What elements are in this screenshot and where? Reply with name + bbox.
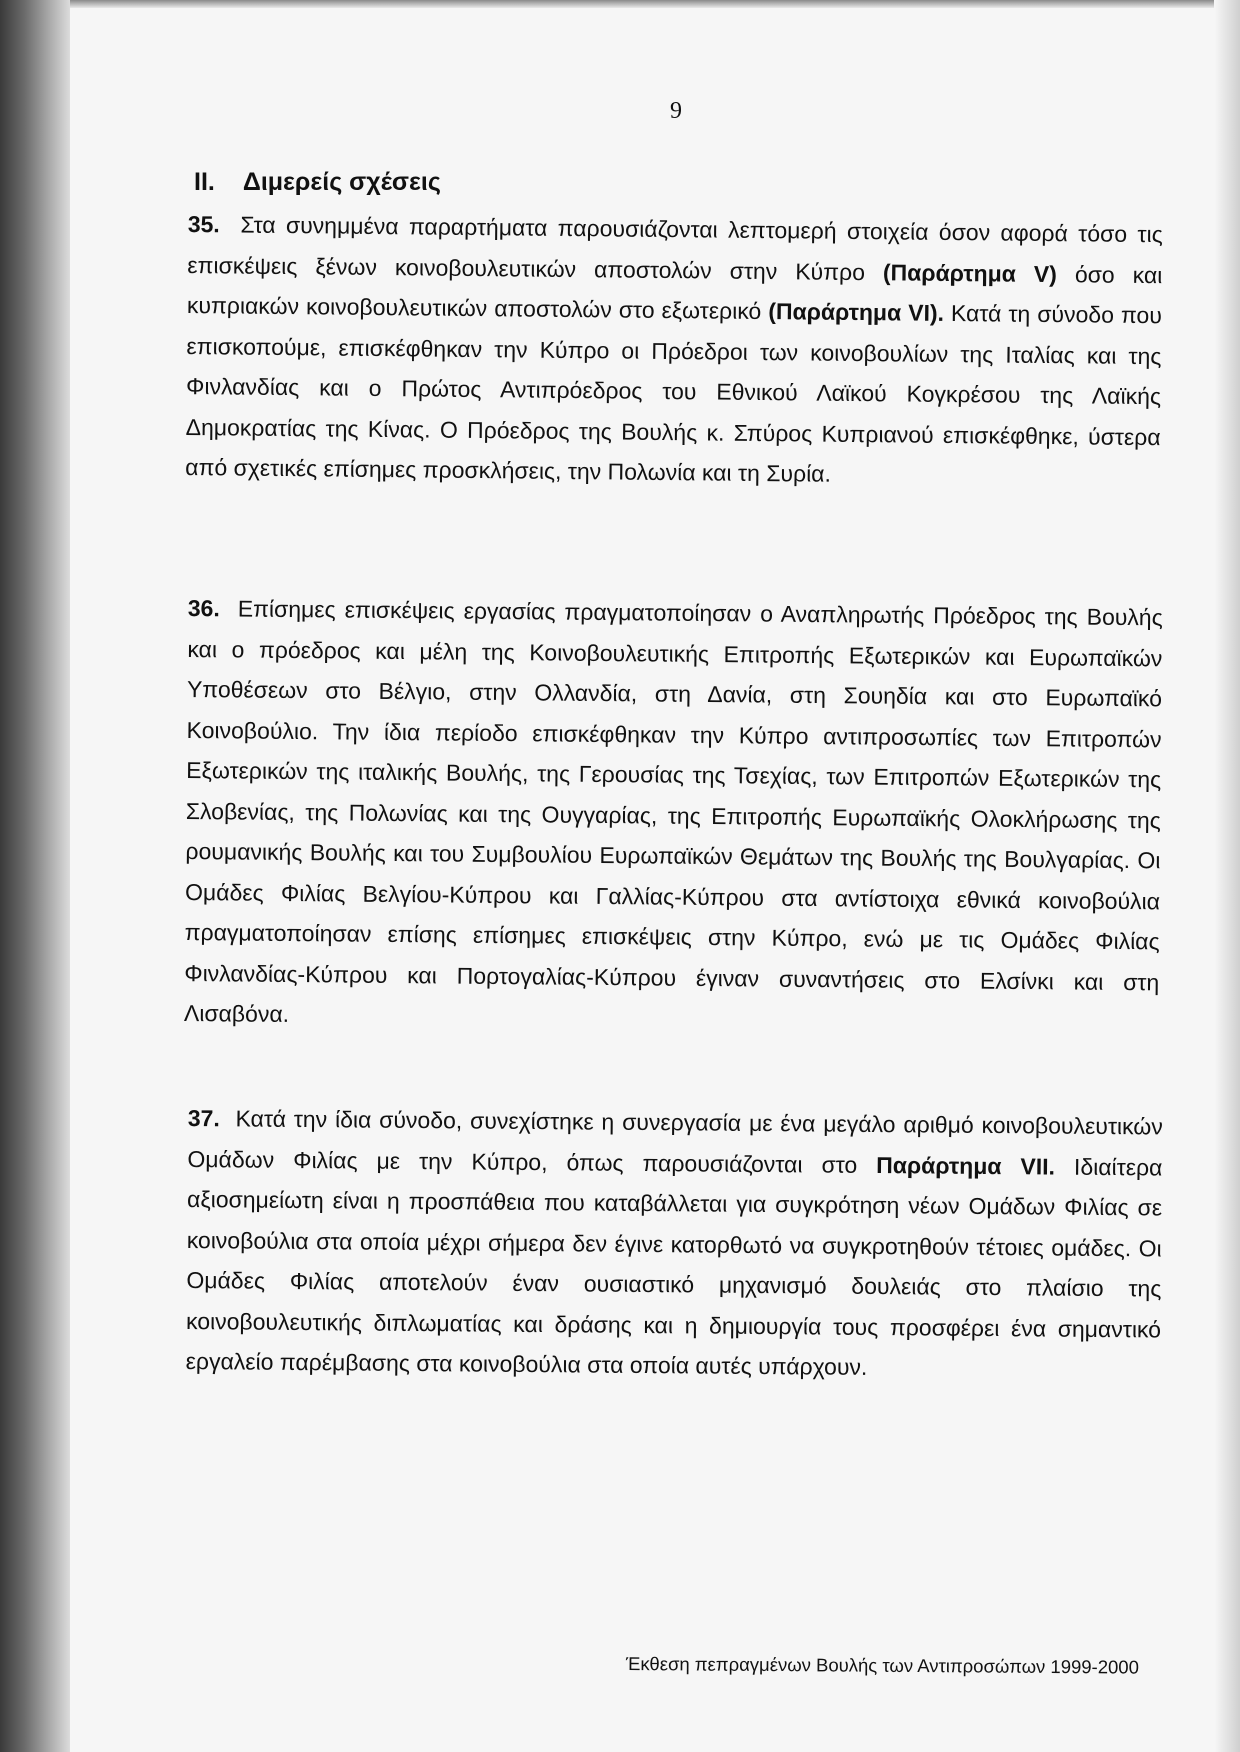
scan-top-shadow — [0, 0, 1240, 8]
paragraph-number: 37. — [187, 1104, 220, 1132]
annex-reference: Παράρτημα VII. — [876, 1151, 1056, 1180]
annex-reference: (Παράρτημα V) — [882, 258, 1058, 287]
annex-reference: (Παράρτημα VI). — [768, 298, 945, 326]
page-number: 9 — [670, 98, 682, 124]
paragraph-text: Κατά την ίδια σύνοδο, συνεχίστηκε η συνεργασία με ένα μεγάλο αριθμό κοινοβουλευτικών Ομάδων Φιλίας με την Κύπρο, όπως παρουσιάζονται στο — [187, 1105, 1163, 1178]
paragraph-text: όσο και κυπριακών κοινοβουλευτικών αποστολών στο εξωτερικό — [186, 260, 1163, 325]
book-spine-shadow — [0, 0, 70, 1752]
section-heading — [194, 168, 441, 197]
paragraph-number: 36. — [187, 594, 220, 622]
paragraph-text: Στα συνημμένα παραρτήματα παρουσιάζονται λεπτομερή στοιχεία όσον αφορά τόσο τις επισκέψεις ξένων κοινοβουλευτικών αποστολών στην Κύπρο — [187, 211, 1163, 285]
paragraph-35 — [185, 204, 1163, 498]
paragraph-number: 35. — [187, 210, 220, 238]
page-footer: Έκθεση πεπραγμένων Βουλής των Αντιπροσώπων 1999-2000 — [625, 1653, 1140, 1678]
paragraph-36 — [184, 588, 1163, 1043]
page-edge — [1214, 0, 1240, 1752]
paragraph-text: Κατά τη σύνοδο που επισκοπούμε, επισκέφθηκαν την Κύπρο οι Πρόεδροι των κοινοβουλίων της Ιταλίας και της Φινλανδίας και ο Πρώτος Αντιπρόεδρος του Εθνικού Λαϊκού Κογκρέσου της Λαϊκής Δημοκρατίας της Κίνας. Ο Πρόεδρος της Βουλής κ. Σπύρος Κυπριανού επισκέφθηκε, ύστερα από σχετικές επίσημες προσκλήσεις, την Πολωνία και τη Συρία. — [185, 299, 1163, 487]
paragraph-text: Επίσημες επισκέψεις εργασίας πραγματοποίησαν ο Αναπληρωτής Πρόεδρος της Βουλής και ο πρόεδρος και μέλη της Κοινοβουλευτικής Επιτροπής Εξωτερικών και Ευρωπαϊκών Υποθέσεων στο Βέλγιο, στην Ολλανδία, στη Δανία, στη Σουηδία και στο Ευρωπαϊκό Κοινοβούλιο. Την ίδια περίοδο επισκέφθηκαν την Κύπρο αντιπροσωπίες των Επιτροπών Εξωτερικών της ιταλικής Βουλής, της Γερουσίας της Τσεχίας, των Επιτροπών Εξωτερικών της Σλοβενίας, της Πολωνίας και της Ουγγαρίας, της Επιτροπής Ευρωπαϊκής Ολοκλήρωσης της ρουμανικής Βουλής και του Συμβουλίου Ευρωπαϊκών Θεμάτων της Βουλής της Βουλγαρίας. Οι Ομάδες Φιλίας Βελγίου-Κύπρου και Γαλλίας-Κύπρου στα αντίστοιχα εθνικά κοινοβούλια πραγματοποίησαν επίσης επίσημες επισκέψεις στην Κύπρο, ενώ με τις Ομάδες Φιλίας Φινλανδίας-Κύπρου και Πορτογαλίας-Κύπρου έγιναν συναντήσεις στο Ελσίνκι και στη Λισαβόνα. — [183, 595, 1163, 1027]
document-page — [70, 8, 1214, 1752]
section-numeral: II. — [194, 168, 215, 196]
paragraph-text: Ιδιαίτερα αξιοσημείωτη είναι η προσπάθεια που καταβάλλεται για συγκρότηση νέων Ομάδων Φιλίας σε κοινοβούλια στα οποία μέχρι σήμερα δεν έγινε κατορθωτό να συγκροτηθούν τέτοιες ομάδες. Οι Ομάδες Φιλίας αποτελούν έναν ουσιαστικό μηχανισμό δουλειάς στο πλαίσιο της κοινοβουλευτικής διπλωματίας και δράσης και η δημιουργία τους προσφέρει ένα σημαντικό εργαλείο παρέμβασης στα κοινοβούλια στα οποία αυτές υπάρχουν. — [185, 1153, 1163, 1380]
section-title: Διμερείς σχέσεις — [242, 168, 441, 196]
paragraph-37 — [186, 1098, 1163, 1390]
